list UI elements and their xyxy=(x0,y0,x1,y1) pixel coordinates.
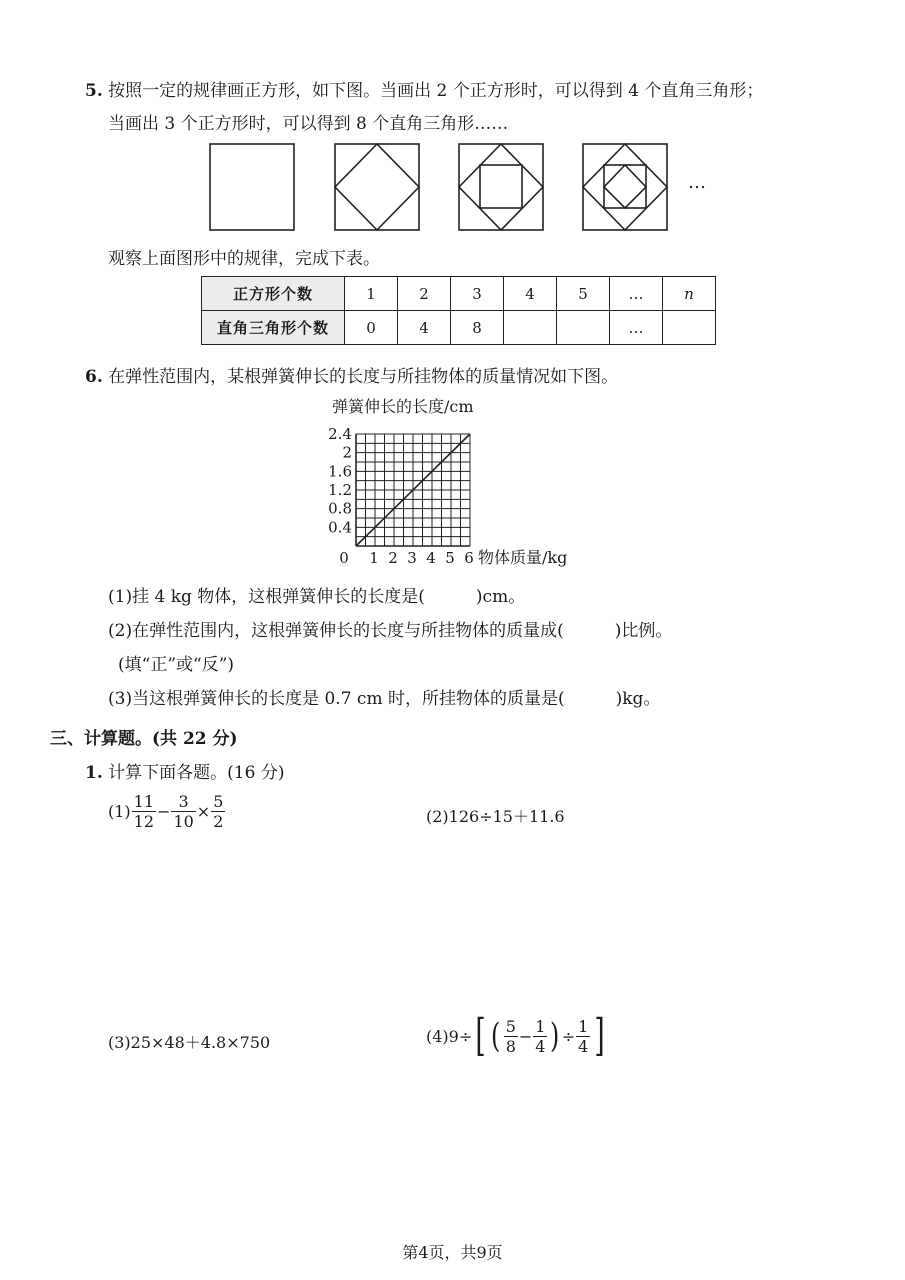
figure-3-inner-square xyxy=(480,165,522,208)
fraction: $\frac{5}{2}$ xyxy=(213,792,224,831)
s3-q1-number: 1. xyxy=(85,763,103,783)
s3-q1-line: 1. 计算下面各题。(16 分) xyxy=(85,763,285,783)
table-row xyxy=(202,277,716,311)
x-tick-label: 6 xyxy=(464,549,474,567)
operator: × xyxy=(196,802,211,821)
problem-3: (3)25×48＋4.8×750 xyxy=(108,1033,271,1052)
q5-number: 5. xyxy=(85,81,103,101)
figure-2-outer-square xyxy=(335,144,419,230)
fraction: $\frac{11}{12}$ xyxy=(133,792,155,831)
table-cell: 4 xyxy=(398,311,451,345)
figure-4-outer-square xyxy=(583,144,667,230)
fraction: $\frac{1}{4}$ xyxy=(578,1016,589,1056)
right-bracket: ] xyxy=(594,1010,606,1061)
y-tick-label: 0.8 xyxy=(328,499,352,518)
q6-sub2: (2)在弹性范围内，这根弹簧伸长的长度与所挂物体的质量成( )比例。 xyxy=(108,621,673,641)
problem-4-label: (4)9÷ xyxy=(426,1026,473,1046)
figure-4-inner-square xyxy=(604,165,646,208)
x-tick-label: 4 xyxy=(426,549,436,567)
table-cell: n xyxy=(663,277,716,311)
q6-sub3: (3)当这根弹簧伸长的长度是 0.7 cm 时，所挂物体的质量是( )kg。 xyxy=(108,689,661,709)
figure-4-second-square xyxy=(583,144,667,230)
q6-line: 6. 在弹性范围内，某根弹簧伸长的长度与所挂物体的质量情况如下图。 xyxy=(85,367,619,387)
x-tick-label: 2 xyxy=(388,549,398,567)
x-tick-label: 1 xyxy=(369,549,379,567)
page-footer: 第4页，共9页 xyxy=(402,1243,503,1262)
row2-header: 直角三角形个数 xyxy=(202,311,345,345)
table-cell: 0 xyxy=(345,311,398,345)
answer-blank-cell[interactable] xyxy=(663,311,716,345)
q6-number: 6. xyxy=(85,367,103,387)
table-cell: … xyxy=(610,311,663,345)
table-cell: … xyxy=(610,277,663,311)
table-row xyxy=(202,311,716,345)
y-tick-label: 1.6 xyxy=(328,462,352,481)
origin-label: 0 xyxy=(339,549,349,567)
operator: − xyxy=(518,1026,533,1046)
chart-ylabel: 弹簧伸长的长度/cm xyxy=(332,397,474,416)
operator: − xyxy=(157,802,171,821)
pattern-table xyxy=(201,276,716,345)
problem-1-label: (1) xyxy=(108,802,131,821)
problem-2: (2)126÷15＋11.6 xyxy=(426,807,565,826)
operator: ÷ xyxy=(561,1026,576,1046)
figure-1-square xyxy=(210,144,294,230)
q6-sub2-note: (填“正”或“反”) xyxy=(118,655,235,675)
table-cell: 8 xyxy=(451,311,504,345)
right-paren: ) xyxy=(550,1016,560,1056)
square-pattern-figures xyxy=(200,138,740,238)
y-tick-label: 2.4 xyxy=(328,425,352,443)
section3-title: 三、计算题。(共 22 分) xyxy=(50,729,238,749)
fraction: $\frac{1}{4}$ xyxy=(535,1016,546,1056)
table-cell: 4 xyxy=(504,277,557,311)
row1-header: 正方形个数 xyxy=(202,277,345,311)
q5-observe-text: 观察上面图形中的规律，完成下表。 xyxy=(108,249,380,269)
left-bracket: [ xyxy=(475,1010,486,1061)
figure-2-inner-square xyxy=(335,144,419,230)
x-tick-label: 3 xyxy=(407,549,417,567)
q6-sub1: (1)挂 4 kg 物体，这根弹簧伸长的长度是( )cm。 xyxy=(108,587,526,607)
pattern-ellipsis: … xyxy=(688,172,706,193)
figure-3-middle-square xyxy=(459,144,543,230)
table-cell: 3 xyxy=(451,277,504,311)
fraction: $\frac{5}{8}$ xyxy=(505,1016,516,1056)
problem-1 xyxy=(108,792,226,831)
spring-chart xyxy=(320,390,600,570)
problem-4 xyxy=(426,1010,609,1061)
figure-3-outer-square xyxy=(459,144,543,230)
fraction: $\frac{3}{10}$ xyxy=(173,792,194,831)
answer-blank-cell[interactable] xyxy=(557,311,610,345)
chart-xlabel: 物体质量/kg xyxy=(478,548,568,567)
answer-blank-cell[interactable] xyxy=(504,311,557,345)
figure-4-third-square xyxy=(604,165,646,208)
q5-line1: 5. 按照一定的规律画正方形，如下图。当画出 2 个正方形时，可以得到 4 个直角三角形； xyxy=(85,81,764,101)
q5-line2: 当画出 3 个正方形时，可以得到 8 个直角三角形…… xyxy=(108,114,509,134)
table-cell: 5 xyxy=(557,277,610,311)
x-tick-label: 5 xyxy=(445,549,455,567)
y-tick-label: 1.2 xyxy=(328,481,352,499)
left-paren: ( xyxy=(491,1016,501,1056)
y-tick-label: 2 xyxy=(342,443,352,462)
table-cell: 2 xyxy=(398,277,451,311)
table-cell: 1 xyxy=(345,277,398,311)
y-tick-label: 0.4 xyxy=(328,518,352,537)
